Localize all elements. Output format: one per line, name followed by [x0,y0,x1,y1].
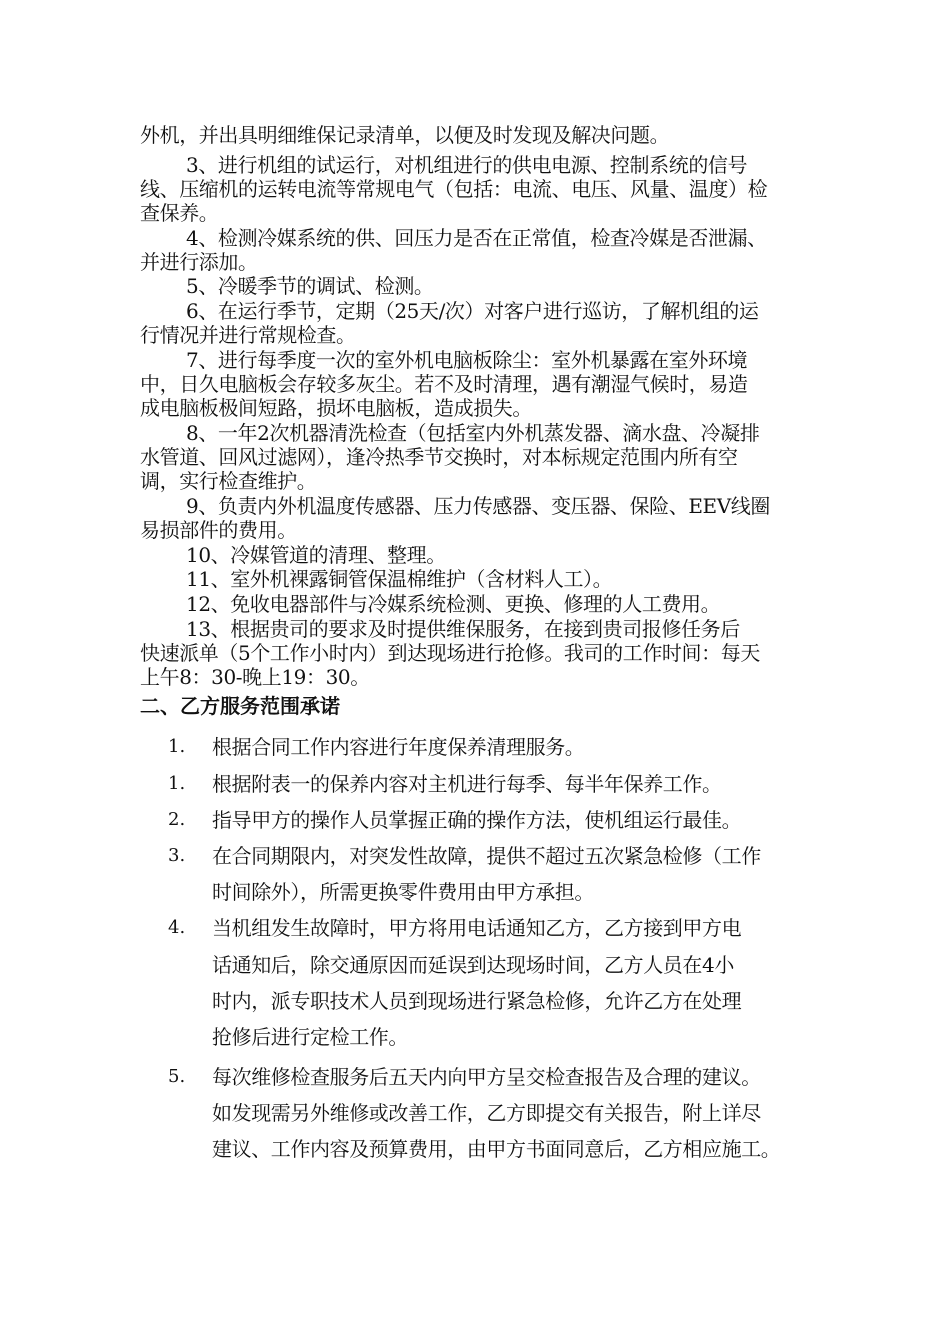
paragraph-line: 水管道、回风过滤网），逢冷热季节交换时，对本标规定范围内所有空 [140,445,738,469]
paragraph-line: 快速派单（5个工作小时内）到达现场进行抢修。我司的工作时间：每天 [140,641,760,665]
list-item-line: 如发现需另外维修或改善工作，乙方即提交有关报告，附上详尽 [212,1101,761,1125]
section-heading: 二、乙方服务范围承诺 [140,694,340,718]
paragraph-line: 成电脑板极间短路，损坏电脑板，造成损失。 [140,396,532,420]
list-item-line: 指导甲方的操作人员掌握正确的操作方法，使机组运行最佳。 [212,808,742,832]
list-item-line: 在合同期限内，对突发性故障，提供不超过五次紧急检修（工作 [212,844,761,868]
paragraph-line: 并进行添加。 [140,250,258,274]
list-item-line: 建议、工作内容及预算费用，由甲方书面同意后，乙方相应施工。 [212,1137,781,1161]
list-item-line: 每次维修检查服务后五天内向甲方呈交检查报告及合理的建议。 [212,1065,761,1089]
list-item-number: 5. [168,1066,186,1087]
paragraph-line: 7、进行每季度一次的室外机电脑板除尘：室外机暴露在室外环境 [186,348,748,372]
paragraph-line: 10、冷媒管道的清理、整理。 [186,543,446,567]
paragraph-line: 外机，并出具明细维保记录清单，以便及时发现及解决问题。 [140,123,670,147]
paragraph-line: 8、一年2次机器清洗检查（包括室内外机蒸发器、滴水盘、冷凝排 [186,421,760,445]
paragraph-line: 9、负责内外机温度传感器、压力传感器、变压器、保险、EEV线圈 [186,494,770,518]
list-item-line: 时内，派专职技术人员到现场进行紧急检修，允许乙方在处理 [212,989,742,1013]
list-item-number: 2. [168,809,186,830]
paragraph-line: 线、压缩机的运转电流等常规电气（包括：电流、电压、风量、温度）检 [140,177,768,201]
paragraph-line: 13、根据贵司的要求及时提供维保服务，在接到贵司报修任务后 [186,617,740,641]
list-item-line: 时间除外），所需更换零件费用由甲方承担。 [212,880,594,904]
list-item-line: 抢修后进行定检工作。 [212,1025,408,1049]
paragraph-line: 上午8：30-晚上19：30。 [140,665,370,689]
list-item-line: 根据附表一的保养内容对主机进行每季、每半年保养工作。 [212,772,722,796]
paragraph-line: 6、在运行季节，定期（25天/次）对客户进行巡访，了解机组的运 [186,299,759,323]
paragraph-line: 11、室外机裸露铜管保温棉维护（含材料人工）。 [186,567,613,591]
paragraph-line: 行情况并进行常规检查。 [140,323,356,347]
paragraph-line: 易损部件的费用。 [140,518,297,542]
paragraph-line: 调，实行检查维护。 [140,469,317,493]
paragraph-line: 中，日久电脑板会存较多灰尘。若不及时清理，遇有潮湿气候时，易造 [140,372,748,396]
list-item-number: 1. [168,773,186,794]
paragraph-line: 3、进行机组的试运行，对机组进行的供电电源、控制系统的信号 [186,153,748,177]
list-item-line: 话通知后，除交通原因而延误到达现场时间，乙方人员在4小 [212,953,734,977]
paragraph-line: 查保养。 [140,201,219,225]
paragraph-line: 12、免收电器部件与冷媒系统检测、更换、修理的人工费用。 [186,592,721,616]
list-item-number: 3. [168,845,186,866]
list-item-number: 4. [168,917,186,938]
list-item-line: 根据合同工作内容进行年度保养清理服务。 [212,735,585,759]
paragraph-line: 4、检测冷媒系统的供、回压力是否在正常值，检查冷媒是否泄漏、 [186,226,767,250]
paragraph-line: 5、冷暖季节的调试、检测。 [186,274,434,298]
list-item-number: 1. [168,736,186,757]
list-item-line: 当机组发生故障时，甲方将用电话通知乙方，乙方接到甲方电 [212,916,742,940]
